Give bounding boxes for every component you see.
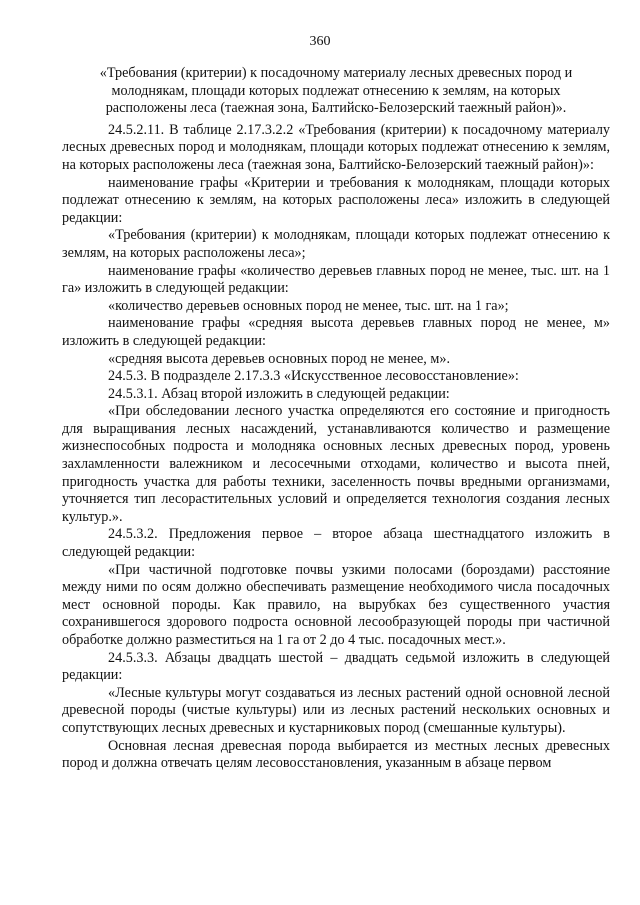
paragraph: 24.5.3.1. Абзац второй изложить в следующей редакции: — [108, 385, 450, 402]
paragraph: 24.5.3.3. Абзацы двадцать шестой – двадцать седьмой изложить в следующей редакции: — [62, 649, 610, 684]
paragraph: «Лесные культуры могут создаваться из лесных растений одной основной лесной древесной породы (чистые культуры) или из лесных растений нескольких основных и сопутствующих лесных древесных и кустарниковых пород (смешанные культуры). — [62, 684, 610, 736]
paragraph: «средняя высота деревьев основных пород не менее, м». — [108, 350, 451, 367]
paragraph: «При частичной подготовке почвы узкими полосами (бороздами) расстояние между ними по осям должно обеспечивать размещение необходимого числа посадочных мест основной породы. Как правило, на вырубках без существенного участия сохранившегося здорового подроста основной лесообразующей породы при частичной обработке должно разместиться на 1 га от 2 до 4 тыс. посадочных мест.». — [62, 561, 610, 648]
paragraph: «количество деревьев основных пород не менее, тыс. шт. на 1 га»; — [108, 297, 509, 314]
document-body — [62, 65, 610, 773]
paragraph: наименование графы «Критерии и требования к молоднякам, площади которых подлежат отнесению к землям, на которых расположены леса» изложить в следующей редакции: — [62, 174, 610, 226]
page-number: 360 — [309, 34, 331, 49]
paragraph: наименование графы «количество деревьев главных пород не менее, тыс. шт. на 1 га» изложить в следующей редакции: — [62, 262, 610, 297]
paragraph: «При обследовании лесного участка определяются его состояние и пригодность для выращивания лесных насаждений, устанавливаются количество и размещение жизнеспособных подроста и молодняка основных лесных древесных пород, уровень захламленности валежником и лесосечными отходами, количество и высота пней, пригодность участка для работы техники, заселенность почвы вредными организмами, уточняется тип лесорастительных условий и определяется технология создания лесных культур.». — [62, 403, 610, 525]
section-title: «Требования (критерии) к посадочному материалу лесных древесных пород и молоднякам, площади которых подлежат отнесению к землям, на которых расположены леса (таежная зона, Балтийско-Белозерский таежный район)». — [99, 65, 573, 117]
paragraph: 24.5.3. В подразделе 2.17.3.3 «Искусственное лесовосстановление»: — [108, 368, 519, 385]
paragraph: 24.5.3.2. Предложения первое – второе абзаца шестнадцатого изложить в следующей редакции: — [62, 526, 610, 561]
paragraph: «Требования (критерии) к молоднякам, площади которых подлежат отнесению к землям, на которых расположены леса»; — [62, 227, 610, 261]
paragraph: наименование графы «средняя высота деревьев главных пород не менее, м» изложить в следующей редакции: — [62, 315, 610, 349]
paragraph: 24.5.2.11. В таблице 2.17.3.2.2 «Требования (критерии) к посадочному материалу лесных древесных пород и молоднякам, площади которых подлежат отнесению к землям, на которых расположены леса (таежная зона, Балтийско-Белозерский таежный район)»: — [62, 121, 610, 173]
paragraph: Основная лесная древесная порода выбирается из местных лесных древесных пород и должна отвечать целям лесовосстановления, указанным в абзаце первом — [62, 737, 610, 772]
